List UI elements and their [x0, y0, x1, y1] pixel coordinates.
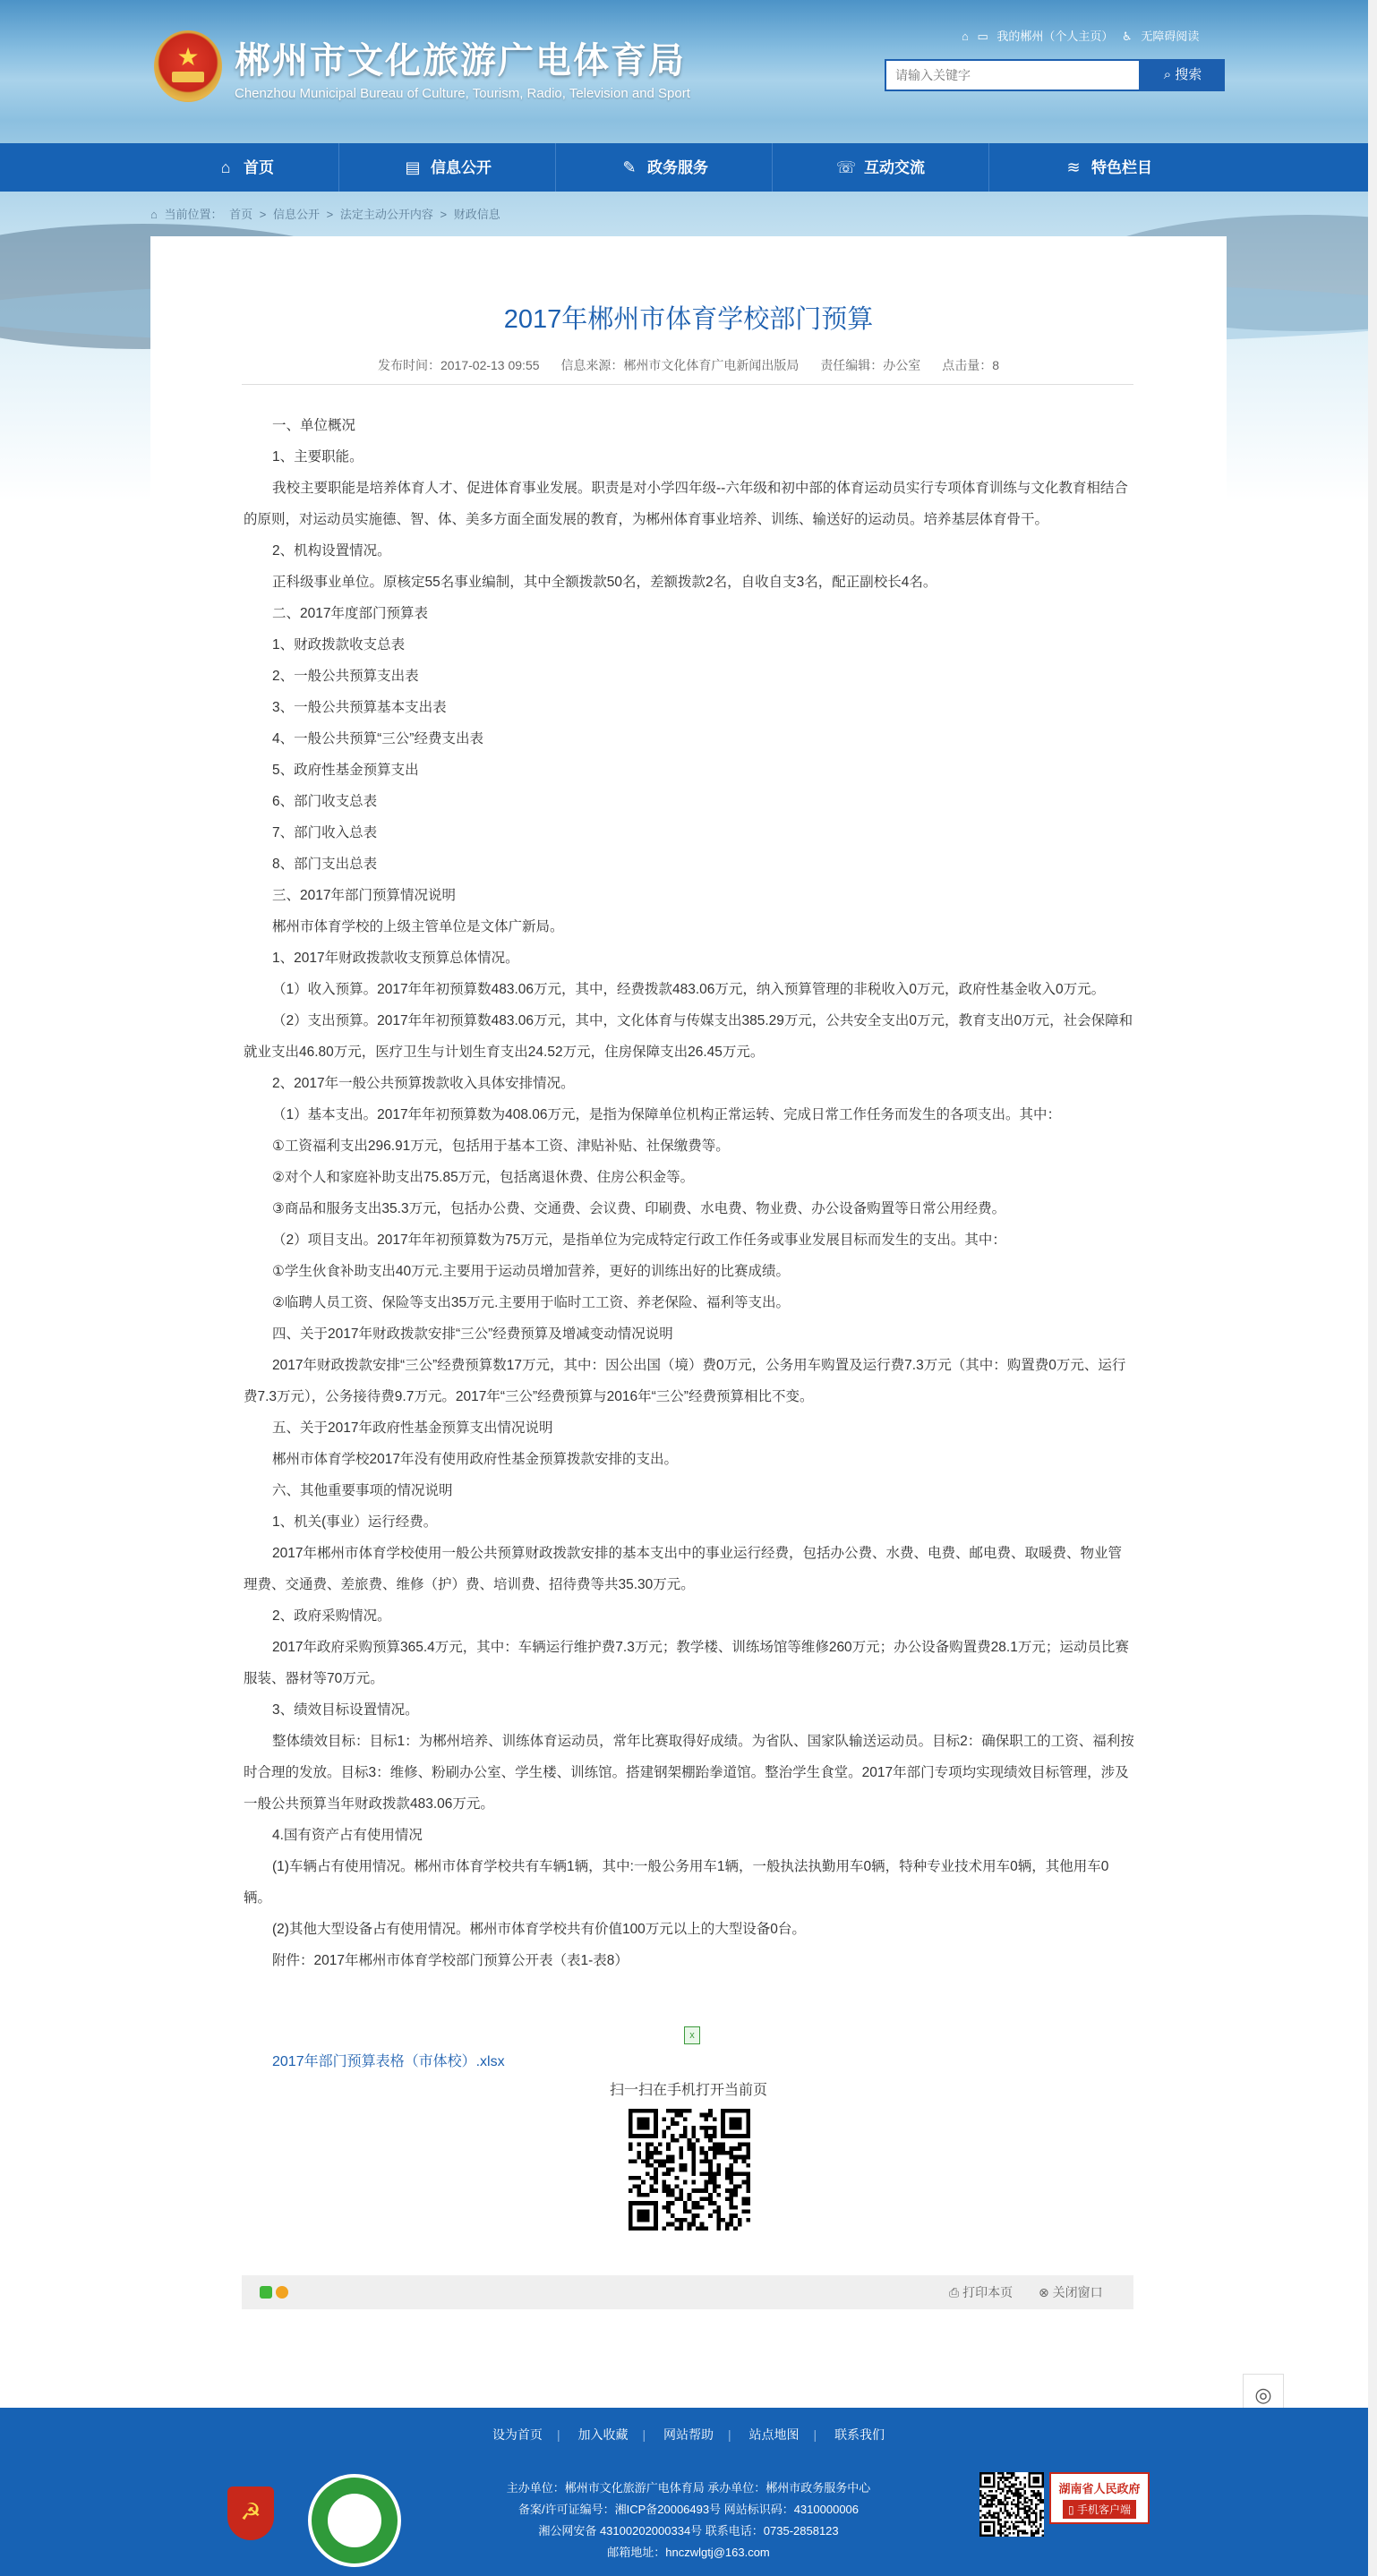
article-paragraph: 5、政府性基金预算支出: [272, 763, 419, 778]
footer-qr-code: [979, 2472, 1044, 2537]
article-paragraph: 一、单位概况: [272, 418, 356, 433]
footer-link-bookmark[interactable]: 加入收藏: [577, 2427, 629, 2442]
article-paragraph: 附件：2017年郴州市体育学校部门预算公开表（表1-表8）: [272, 1953, 629, 1968]
print-button[interactable]: [949, 2275, 1013, 2309]
article-paragraph: 2017年政府采购预算365.4万元，其中：车辆运行维护费7.3万元；教学楼、训练场馆等维修260万元；办公设备购置费28.1万元；运动员比赛服装、器材等70万元。: [244, 1640, 1129, 1686]
footer-icp: 备案/许可证编号：湘ICP备20006493号 网站标识码：4310000006: [517, 2503, 860, 2516]
mobile-client-label: [1063, 2500, 1136, 2519]
article-paragraph: 整体绩效目标：目标1：为郴州培养、训练体育运动员，常年比赛取得好成绩。为省队、国家队输送运动员。目标2：确保职工的工资、福利按时合理的发放。目标3：维修、粉刷办公室、学生楼、训练馆。搭建钢架棚跆拳道馆。整治学生食堂。2017年部门专项均实现绩效目标管理，涉及一般公共预算当年财政拨款483.06万元。: [244, 1734, 1134, 1812]
close-label: 关闭窗口: [1052, 2285, 1103, 2299]
search-icon: ⌕: [1163, 67, 1172, 82]
article-meta: [150, 356, 1227, 374]
article-paragraph: 1、机关(事业）运行经费。: [272, 1514, 438, 1530]
article-paragraph: 1、主要职能。: [272, 449, 363, 465]
main-nav: [0, 143, 1377, 192]
breadcrumb-separator: >: [440, 208, 448, 221]
qr-code: [629, 2109, 750, 2231]
home-icon: ⌂: [962, 30, 969, 43]
edit-icon: ✎: [622, 158, 637, 176]
weibo-side-icon[interactable]: ◎: [1243, 2374, 1284, 2415]
print-label: 打印本页: [962, 2285, 1014, 2299]
nav-info-public[interactable]: [338, 143, 555, 192]
search-input[interactable]: [885, 59, 1141, 91]
article-paragraph: 8、部门支出总表: [272, 857, 378, 872]
article-paragraph: 三、2017年部门预算情况说明: [272, 888, 456, 903]
article-paragraph: 4、一般公共预算“三公”经费支出表: [272, 731, 483, 746]
article-paragraph: 2、2017年一般公共预算拨款收入具体安排情况。: [272, 1076, 575, 1091]
top-links: [962, 27, 1204, 44]
footer-link-sitemap[interactable]: 站点地图: [748, 2427, 800, 2442]
nav-label: 政务服务: [647, 159, 708, 176]
nav-featured[interactable]: [988, 143, 1227, 192]
article-paragraph: （1）基本支出。2017年年初预算数为408.06万元，是指为保障单位机构正常运转、完成日常工作任务而发生的各项支出。其中：: [272, 1107, 1062, 1122]
nav-interaction[interactable]: [772, 143, 988, 192]
publish-time: 发布时间：2017-02-13 09:55: [377, 358, 540, 372]
nav-label: 信息公开: [431, 159, 492, 176]
editor: 责任编辑：办公室: [820, 358, 921, 372]
article-toolbar: [242, 2275, 1133, 2309]
attachment-link[interactable]: 2017年部门预算表格（市体校）.xlsx: [272, 2054, 505, 2069]
article-paragraph: 郴州市体育学校2017年没有使用政府性基金预算拨款安排的支出。: [272, 1452, 678, 1467]
article-paragraph: 我校主要职能是培养体育人才、促进体育事业发展。职责是对小学四年级--六年级和初中部的体育运动员实行专项体育训练与文化教育相结合的原则，对运动员实施德、智、体、美多方面全面发展的教育，为郴州体育事业培养、训练、输送好的运动员。培养基层体育骨干。: [244, 481, 1128, 527]
article-paragraph: 1、财政拨款收支总表: [272, 637, 406, 653]
article-paragraph: 3、一般公共预算基本支出表: [272, 700, 447, 715]
mobile-gov-button[interactable]: [1049, 2472, 1150, 2524]
excel-file-icon[interactable]: x: [684, 2026, 700, 2044]
article-paragraph: （1）收入预算。2017年年初预算数483.06万元，其中，经费拨款483.06万元，纳入预算管理的非税收入0万元，政府性基金收入0万元。: [272, 982, 1106, 997]
footer-links: 设为首页 | 加入收藏 | 网站帮助 | 站点地图 | 联系我们: [492, 2427, 885, 2442]
article-paragraph: 4.国有资产占有使用情况: [272, 1828, 423, 1843]
mobile-client-text: 手机客户端: [1076, 2503, 1131, 2516]
nav-label: 特色栏目: [1091, 159, 1152, 176]
qr-label: 扫一扫在手机打开当前页: [609, 2083, 767, 2098]
footer-police-record: 湘公网安备 43100202000334号 联系电话：0735-2858123: [538, 2524, 839, 2538]
article-panel: [150, 236, 1227, 2313]
site-title[interactable]: 郴州市文化旅游广电体育局: [235, 41, 686, 81]
article-paragraph: 2、一般公共预算支出表: [272, 669, 419, 684]
article-paragraph: ①工资福利支出296.91万元，包括用于基本工资、津贴补贴、社保缴费等。: [272, 1139, 730, 1154]
info-source: 信息来源：郴州市文化体育广电新闻出版局: [560, 358, 800, 372]
party-org-badge[interactable]: ☭: [227, 2486, 274, 2540]
top-link-accessibility[interactable]: 无障碍阅读: [1141, 30, 1200, 43]
breadcrumb-home[interactable]: 首页: [229, 208, 253, 221]
article-paragraph: 郴州市体育学校的上级主管单位是文体广新局。: [272, 919, 564, 934]
article-title: 2017年郴州市体育学校部门预算: [503, 305, 874, 334]
nav-label: 互动交流: [864, 159, 925, 176]
breadcrumb-prefix: 当前位置：: [164, 208, 223, 221]
footer-link-help[interactable]: 网站帮助: [663, 2427, 714, 2442]
breadcrumb-separator: >: [259, 208, 267, 221]
article-paragraph: 2、政府采购情况。: [272, 1608, 391, 1624]
breadcrumb: [150, 205, 504, 222]
article-paragraph: (1)车辆占有使用情况。郴州市体育学校共有车辆1辆，其中:一般公务用车1辆，一般执法执勤用车0辆，特种专业技术用车0辆，其他用车0辆。: [244, 1859, 1109, 1906]
breadcrumb-finance[interactable]: 财政信息: [453, 208, 500, 221]
nav-gov-service[interactable]: [555, 143, 772, 192]
chat-icon: ☏: [835, 158, 857, 176]
mobile-gov-label: 湖南省人民政府: [1058, 2482, 1141, 2495]
article-paragraph: ③商品和服务支出35.3万元，包括办公费、交通费、会议费、印刷费、水电费、物业费、办公设备购置等日常公用经费。: [272, 1201, 1006, 1216]
breadcrumb-info-public[interactable]: 信息公开: [272, 208, 320, 221]
monitor-icon: ▭: [977, 30, 988, 43]
article-paragraph: （2）支出预算。2017年年初预算数483.06万元，其中，文化体育与传媒支出385.29万元，公共安全支出0万元，教育支出0万元，社会保障和就业支出46.80万元，医疗卫生与计划生育支出24.52万元，住房保障支出26.45万元。: [244, 1013, 1133, 1060]
article-paragraph: 2017年财政拨款安排“三公”经费预算数17万元，其中：因公出国（境）费0万元，公务用车购置及运行费7.3万元（其中：购置费0万元、运行费7.3万元），公务接待费9.7万元。2017年“三公”经费预算与2016年“三公”经费预算相比不变。: [244, 1358, 1126, 1404]
article-paragraph: ②对个人和家庭补助支出75.85万元，包括离退休费、住房公积金等。: [272, 1170, 695, 1185]
article-paragraph: （2）项目支出。2017年年初预算数为75万元，是指单位为完成特定行政工作任务或事业发展目标而发生的支出。其中：: [272, 1233, 1006, 1248]
close-window-button[interactable]: [1039, 2275, 1103, 2309]
accessibility-icon: ♿: [1122, 30, 1133, 43]
article-paragraph: ②临聘人员工资、保险等支出35万元.主要用于临时工工资、养老保险、福利等支出。: [272, 1295, 790, 1310]
footer-link-set-home[interactable]: 设为首页: [492, 2427, 543, 2442]
search-button-label: 搜索: [1175, 67, 1202, 82]
article-paragraph: ①学生伙食补助支出40万元.主要用于运动员增加营养，更好的训练出好的比赛成绩。: [272, 1264, 790, 1279]
document-icon: ▤: [405, 158, 421, 176]
article-paragraph: 7、部门收入总表: [272, 825, 378, 840]
search-button[interactable]: [1141, 59, 1225, 91]
footer-link-contact[interactable]: 联系我们: [834, 2427, 885, 2442]
article-body: [244, 410, 1135, 1976]
footer-organizer: 主办单位：郴州市文化旅游广电体育局 承办单位：郴州市政务服务中心: [506, 2481, 871, 2495]
phone-icon: ▯: [1068, 2503, 1074, 2516]
vertical-scrollbar[interactable]: [1368, 0, 1377, 2576]
site-header: [0, 0, 1377, 143]
article-paragraph: 二、2017年度部门预算表: [272, 606, 428, 621]
printer-icon: ⎙: [949, 2285, 960, 2299]
home-icon: ⌂: [220, 158, 231, 176]
close-icon: ⊗: [1039, 2285, 1049, 2299]
article-paragraph: 2、机构设置情况。: [272, 543, 391, 559]
article-paragraph: 2017年郴州市体育学校使用一般公共预算财政拨款安排的基本支出中的事业运行经费，包括办公费、水费、电费、邮电费、取暖费、物业管理费、交通费、差旅费、维修（护）费、培训费、招待费等共35.30万元。: [244, 1546, 1122, 1592]
footer-email: 邮箱地址：hnczwlgtj@163.com: [607, 2546, 770, 2559]
article-paragraph: (2)其他大型设备占有使用情况。郴州市体育学校共有价值100万元以上的大型设备0台。: [272, 1922, 806, 1937]
article-paragraph: 1、2017年财政拨款收支预算总体情况。: [272, 951, 519, 966]
footer-info: [0, 2478, 1377, 2563]
article-paragraph: 3、绩效目标设置情况。: [272, 1702, 419, 1718]
article-paragraph: 五、关于2017年政府性基金预算支出情况说明: [272, 1420, 553, 1436]
search-box: [885, 59, 1225, 91]
breadcrumb-separator: >: [326, 208, 334, 221]
home-icon: ⌂: [150, 208, 158, 221]
article-paragraph: 四、关于2017年财政拨款安排“三公”经费预算及增减变动情况说明: [272, 1326, 673, 1342]
wechat-share-icon[interactable]: [260, 2286, 272, 2299]
view-count: 点击量：8: [942, 358, 999, 372]
top-link-personal[interactable]: 我的郴州（个人主页）: [996, 30, 1114, 43]
title-divider: [242, 384, 1133, 385]
nav-home[interactable]: [150, 143, 338, 192]
weibo-share-icon[interactable]: [276, 2286, 288, 2299]
breadcrumb-statutory[interactable]: 法定主动公开内容: [339, 208, 433, 221]
article-paragraph: 六、其他重要事项的情况说明: [272, 1483, 453, 1498]
nav-label: 首页: [244, 159, 274, 176]
article-paragraph: 正科级事业单位。原核定55名事业编制，其中全额拨款50名，差额拨款2名，自收自支3名，配正副校长4名。: [272, 575, 937, 590]
layers-icon: ≋: [1066, 158, 1081, 176]
national-emblem-logo: ★: [154, 30, 222, 102]
article-paragraph: 6、部门收支总表: [272, 794, 378, 809]
site-footer: [0, 2408, 1377, 2576]
site-subtitle: Chenzhou Municipal Bureau of Culture, Tourism, Radio, Television and Sport: [235, 86, 690, 101]
